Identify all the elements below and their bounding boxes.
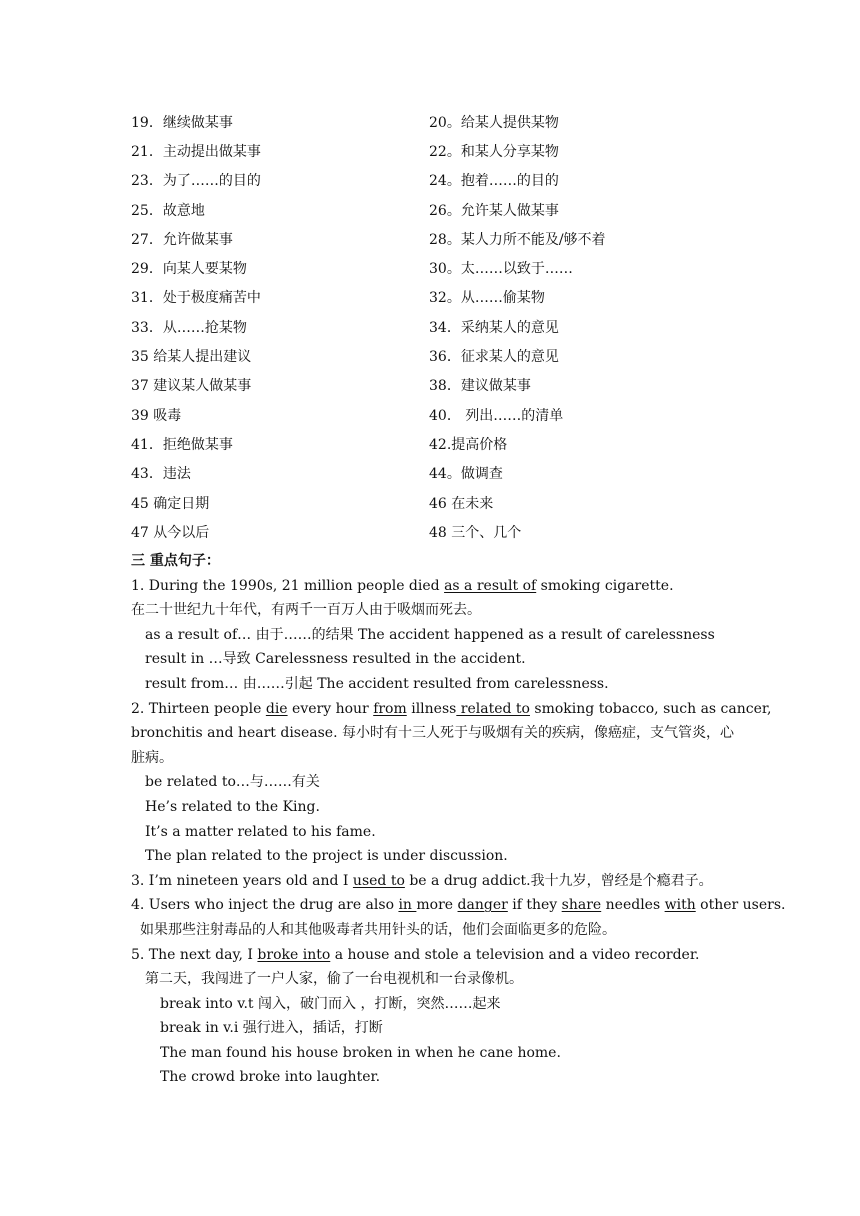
phrase-item: 46 在未来 <box>429 495 494 512</box>
phrase-row <box>131 372 751 401</box>
phrase-item: 28。某人力所不能及/够不着 <box>429 231 606 248</box>
sentence-5-note-3: The man found his house broken in when he cane home. <box>160 1044 561 1061</box>
sentence-5-translation: 第二天，我闯进了一户人家，偷了一台电视机和一台录像机。 <box>145 971 523 988</box>
phrase-item: 22。和某人分享某物 <box>429 143 559 160</box>
phrase-item: 19．继续做某事 <box>131 114 233 131</box>
phrase-row <box>131 284 751 313</box>
phrase-item: 38．建议做某事 <box>429 378 531 395</box>
sentence-3: 3. I’m nineteen years old and I used to be a drug addict.我十九岁，曾经是个瘾君子。 <box>131 872 713 889</box>
sentence-1-note-3: result from… 由……引起 The accident resulted from carelessness. <box>145 675 609 692</box>
phrase-row <box>131 430 751 459</box>
phrase-item: 33．从……抢某物 <box>131 319 247 336</box>
phrase-item: 25．故意地 <box>131 202 205 219</box>
phrase-item: 26。允许某人做某事 <box>429 202 559 219</box>
sentence-2-note-1: be related to…与……有关 <box>145 774 320 791</box>
phrase-item: 32。从……偷某物 <box>429 290 545 307</box>
phrase-item: 37 建议某人做某事 <box>131 378 252 395</box>
phrase-row <box>131 401 751 430</box>
sentence-4: 4. Users who inject the drug are also in more danger if they share needles with other users. <box>131 897 786 914</box>
phrase-item: 36．征求某人的意见 <box>429 349 559 366</box>
section-heading: 三 重点句子： <box>131 553 220 569</box>
phrase-row <box>131 167 751 196</box>
sentence-1: 1. During the 1990s, 21 million people died as a result of smoking cigarette. <box>131 577 674 594</box>
sentence-1-translation: 在二十世纪九十年代，有两千一百万人由于吸烟而死去。 <box>131 602 481 619</box>
sentence-2-note-4: The plan related to the project is under discussion. <box>145 848 508 865</box>
phrase-item: 35 给某人提出建议 <box>131 349 252 366</box>
phrase-item: 24。抱着……的目的 <box>429 173 559 190</box>
phrase-item: 41．拒绝做某事 <box>131 436 233 453</box>
phrase-row <box>131 518 751 547</box>
sentence-5-note-2: break in v.i 强行进入，插话，打断 <box>160 1020 383 1037</box>
sentence-2-note-2: He’s related to the King. <box>145 798 320 815</box>
phrase-item: 21．主动提出做某事 <box>131 143 261 160</box>
phrase-item: 44。做调查 <box>429 466 503 483</box>
phrase-item: 31．处于极度痛苦中 <box>131 290 261 307</box>
sentence-5: 5. The next day, I broke into a house and stole a television and a video recorder. <box>131 946 700 963</box>
key-sentences-section <box>131 549 786 1090</box>
sentence-1-note-2: result in …导致 Carelessness resulted in the accident. <box>145 651 526 668</box>
phrase-item: 20。给某人提供某物 <box>429 114 559 131</box>
sentence-2-note-3: It’s a matter related to his fame. <box>145 823 376 840</box>
sentence-1-note-1: as a result of… 由于……的结果 The accident happened as a result of carelessness <box>145 626 715 643</box>
phrase-item: 48 三个、几个 <box>429 524 522 541</box>
phrase-item: 39 吸毒 <box>131 407 182 424</box>
phrase-item: 45 确定日期 <box>131 495 210 512</box>
sentence-5-note-4: The crowd broke into laughter. <box>160 1069 381 1086</box>
sentence-2-line-3: 脏病。 <box>131 749 173 766</box>
sentence-4-translation: 如果那些注射毒品的人和其他吸毒者共用针头的话，他们会面临更多的危险。 <box>140 921 616 938</box>
phrase-row <box>131 254 751 283</box>
phrase-item: 47 从今以后 <box>131 524 210 541</box>
phrase-row <box>131 313 751 342</box>
phrase-item: 42.提高价格 <box>429 436 508 453</box>
phrase-item: 34．采纳某人的意见 <box>429 319 559 336</box>
phrase-row <box>131 342 751 371</box>
sentence-2: 2. Thirteen people die every hour from illness related to smoking tobacco, such as cancer, <box>131 700 772 717</box>
phrase-item: 27．允许做某事 <box>131 231 233 248</box>
phrase-row <box>131 137 751 166</box>
phrase-row <box>131 108 751 137</box>
phrase-item: 43．违法 <box>131 466 191 483</box>
sentence-2-line-2: bronchitis and heart disease. 每小时有十三人死于与吸烟有关的疾病，像癌症，支气管炎，心 <box>131 725 734 742</box>
phrase-row <box>131 489 751 518</box>
phrase-item: 30。太……以致于…… <box>429 261 573 278</box>
phrase-row <box>131 460 751 489</box>
phrase-row <box>131 225 751 254</box>
phrase-item: 29．向某人要某物 <box>131 261 247 278</box>
phrase-list <box>131 108 751 547</box>
phrase-item: 40． 列出……的清单 <box>429 407 564 424</box>
sentence-5-note-1: break into v.t 闯入，破门而入 ，打断，突然……起来 <box>160 995 501 1012</box>
phrase-row <box>131 196 751 225</box>
phrase-item: 23．为了……的目的 <box>131 173 261 190</box>
